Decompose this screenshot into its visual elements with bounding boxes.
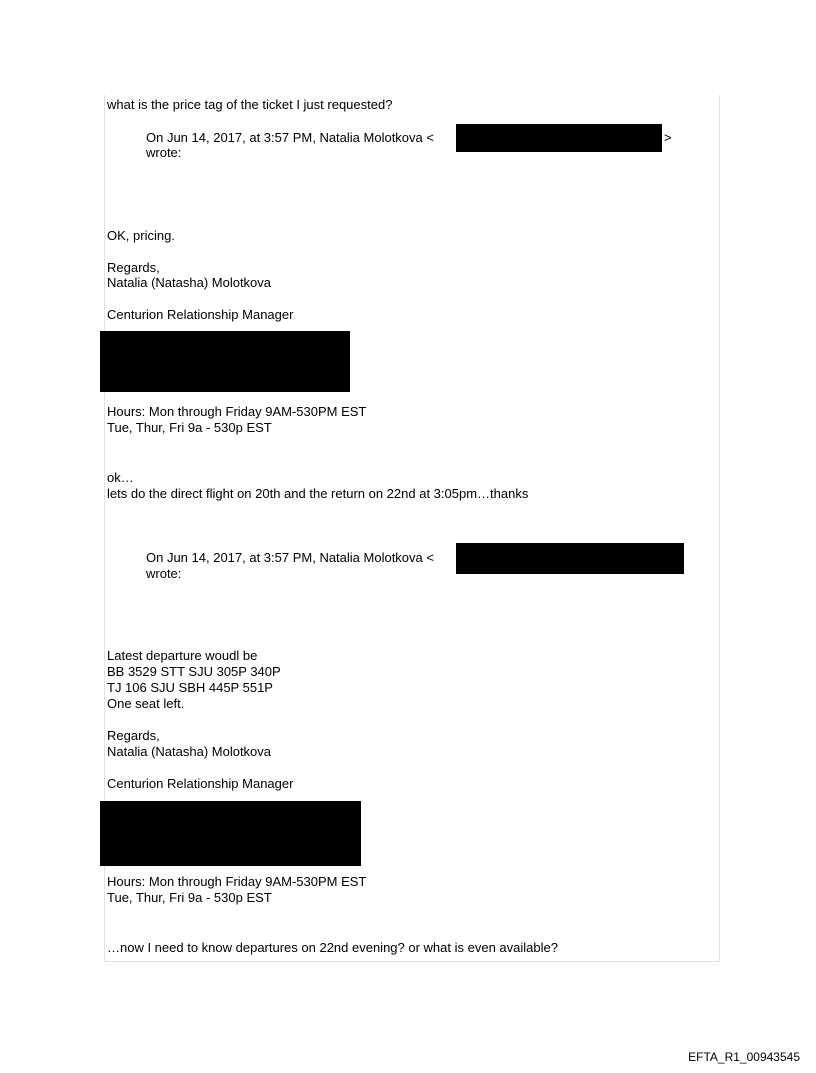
signature-name: Natalia (Natasha) Molotkova [107,744,272,759]
quote-header: On Jun 14, 2017, at 3:57 PM, Natalia Molotkova < [146,130,434,145]
flight-line: TJ 106 SJU SBH 445P 551P [107,680,273,695]
flight-line: BB 3529 STT SJU 305P 340P [107,664,281,679]
quote-header-close: > [664,130,672,145]
reply-text: OK, pricing. [107,228,175,243]
hours-line: Tue, Thur, Fri 9a - 530p EST [107,420,272,435]
redaction-box [456,124,662,152]
message-line: …now I need to know departures on 22nd evening? or what is even available? [107,940,558,955]
signature-regards: Regards, [107,260,160,275]
document-id: EFTA_R1_00943545 [688,1050,800,1064]
message-line: ok… [107,470,134,485]
quote-header-wrote: wrote: [146,566,182,581]
signature-name: Natalia (Natasha) Molotkova [107,275,272,290]
redaction-box [456,543,684,574]
signature-regards: Regards, [107,728,160,743]
quote-header: On Jun 14, 2017, at 3:57 PM, Natalia Molotkova < [146,550,434,565]
quote-header-wrote: wrote: [146,145,182,160]
flight-line: One seat left. [107,696,185,711]
flight-intro: Latest departure woudl be [107,648,258,663]
hours-line: Hours: Mon through Friday 9AM-530PM EST [107,874,367,889]
redaction-box [100,801,361,866]
hours-line: Hours: Mon through Friday 9AM-530PM EST [107,404,367,419]
signature-title: Centurion Relationship Manager [107,776,294,791]
redaction-box [100,331,350,392]
message-line: what is the price tag of the ticket I just requested? [107,97,393,112]
hours-line: Tue, Thur, Fri 9a - 530p EST [107,890,272,905]
message-line: lets do the direct flight on 20th and the return on 22nd at 3:05pm…thanks [107,486,529,501]
signature-title: Centurion Relationship Manager [107,307,294,322]
